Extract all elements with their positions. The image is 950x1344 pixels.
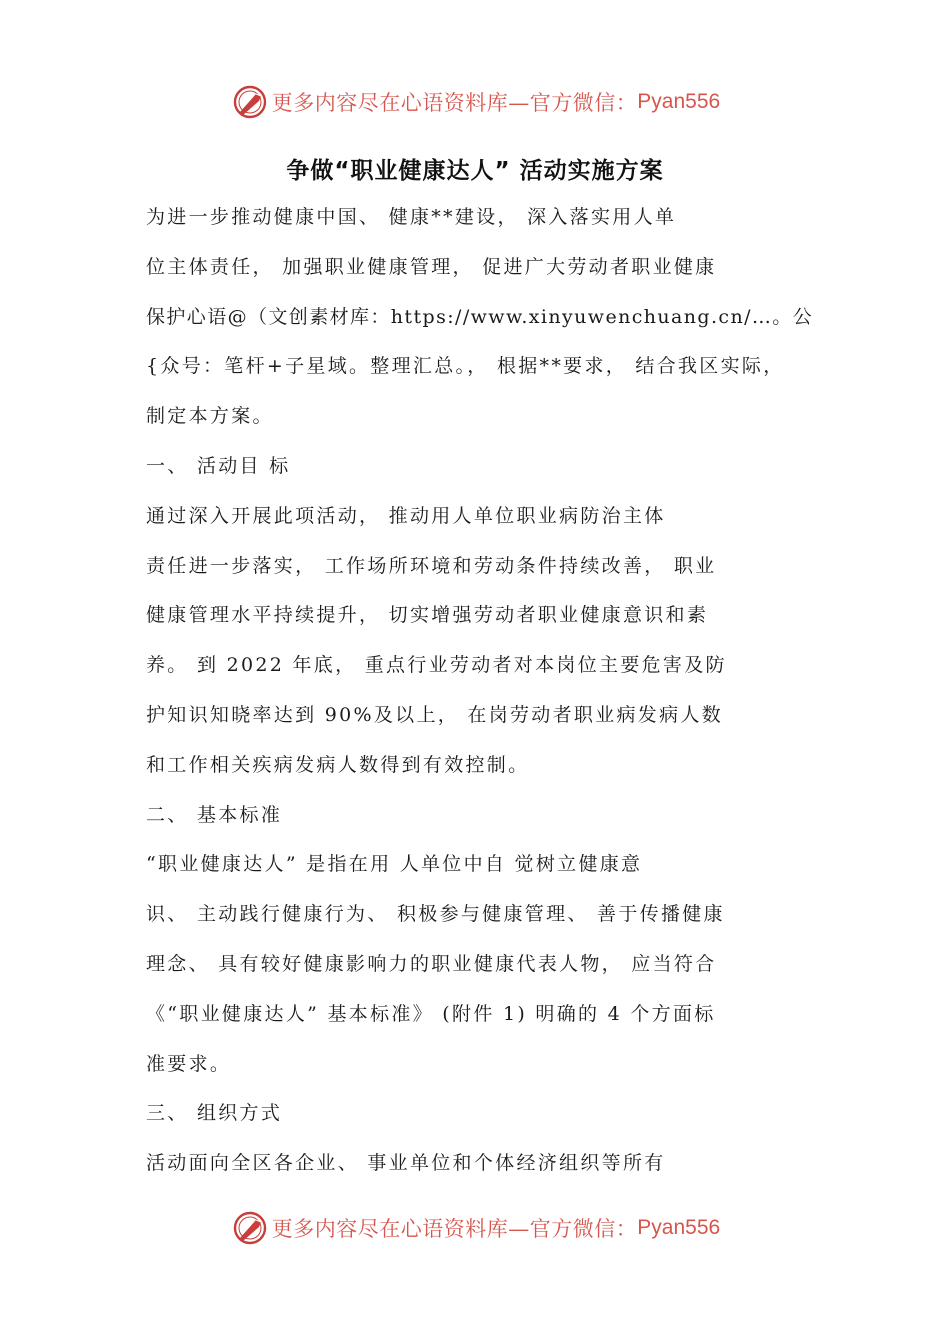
section-heading: 二、 基本标准 xyxy=(146,803,283,826)
section-heading: 三、 组织方式 xyxy=(146,1102,283,1125)
text-line: 护知识知晓率达到 90%及以上， 在岗劳动者职业病发病人数 xyxy=(146,703,724,726)
text-line: 为进一步推动健康中国、 健康**建设， 深入落实用人单 xyxy=(146,206,677,228)
document-body xyxy=(146,202,846,1198)
header-banner xyxy=(0,82,950,122)
banner-wechat-id: Pyan556 xyxy=(637,1216,721,1239)
text-line: 保护心语@（文创素材库：https://www.xinyuwenchuang.cn/…。公 xyxy=(146,305,814,328)
section-heading: 一、 活动目 标 xyxy=(146,454,291,477)
text-line: 位主体责任， 加强职业健康管理， 促进广大劳动者职业健康 xyxy=(146,255,717,278)
pen-nib-logo-icon xyxy=(230,1208,270,1248)
text-line: {众号：笔杆+子星域。整理汇总。， 根据**要求， 结合我区实际， xyxy=(146,355,785,378)
text-line: 健康管理水平持续提升， 切实增强劳动者职业健康意识和素 xyxy=(146,604,709,627)
text-line: 准要求。 xyxy=(146,1052,232,1075)
banner-text: 更多内容尽在心语资料库—官方微信： xyxy=(271,91,638,115)
banner-wechat-id: Pyan556 xyxy=(637,90,721,113)
text-line: 通过深入开展此项活动， 推动用人单位职业病防治主体 xyxy=(146,504,666,527)
text-line: 和工作相关疾病发病人数得到有效控制。 xyxy=(146,753,530,776)
text-line: 《“职业健康达人” 基本标准》 (附件 1) 明确的 4 个方面标 xyxy=(146,1002,716,1025)
banner-text: 更多内容尽在心语资料库—官方微信： xyxy=(271,1217,638,1241)
footer-banner xyxy=(0,1208,950,1248)
text-line: 理念、 具有较好健康影响力的职业健康代表人物， 应当符合 xyxy=(146,952,717,975)
text-line: 养。 到 2022 年底， 重点行业劳动者对本岗位主要危害及防 xyxy=(146,654,727,677)
text-line: 活动面向全区各企业、 事业单位和个体经济组织等所有 xyxy=(146,1152,666,1175)
document-title: 争做“职业健康达人” 活动实施方案 xyxy=(286,158,664,184)
text-line: 识、 主动践行健康行为、 积极参与健康管理、 善于传播健康 xyxy=(146,903,725,926)
text-line: 责任进一步落实， 工作场所环境和劳动条件持续改善， 职业 xyxy=(146,554,717,577)
text-line: 制定本方案。 xyxy=(146,405,274,428)
pen-nib-logo-icon xyxy=(230,82,270,122)
text-line: “职业健康达人” 是指在用 人单位中自 觉树立健康意 xyxy=(146,853,643,876)
